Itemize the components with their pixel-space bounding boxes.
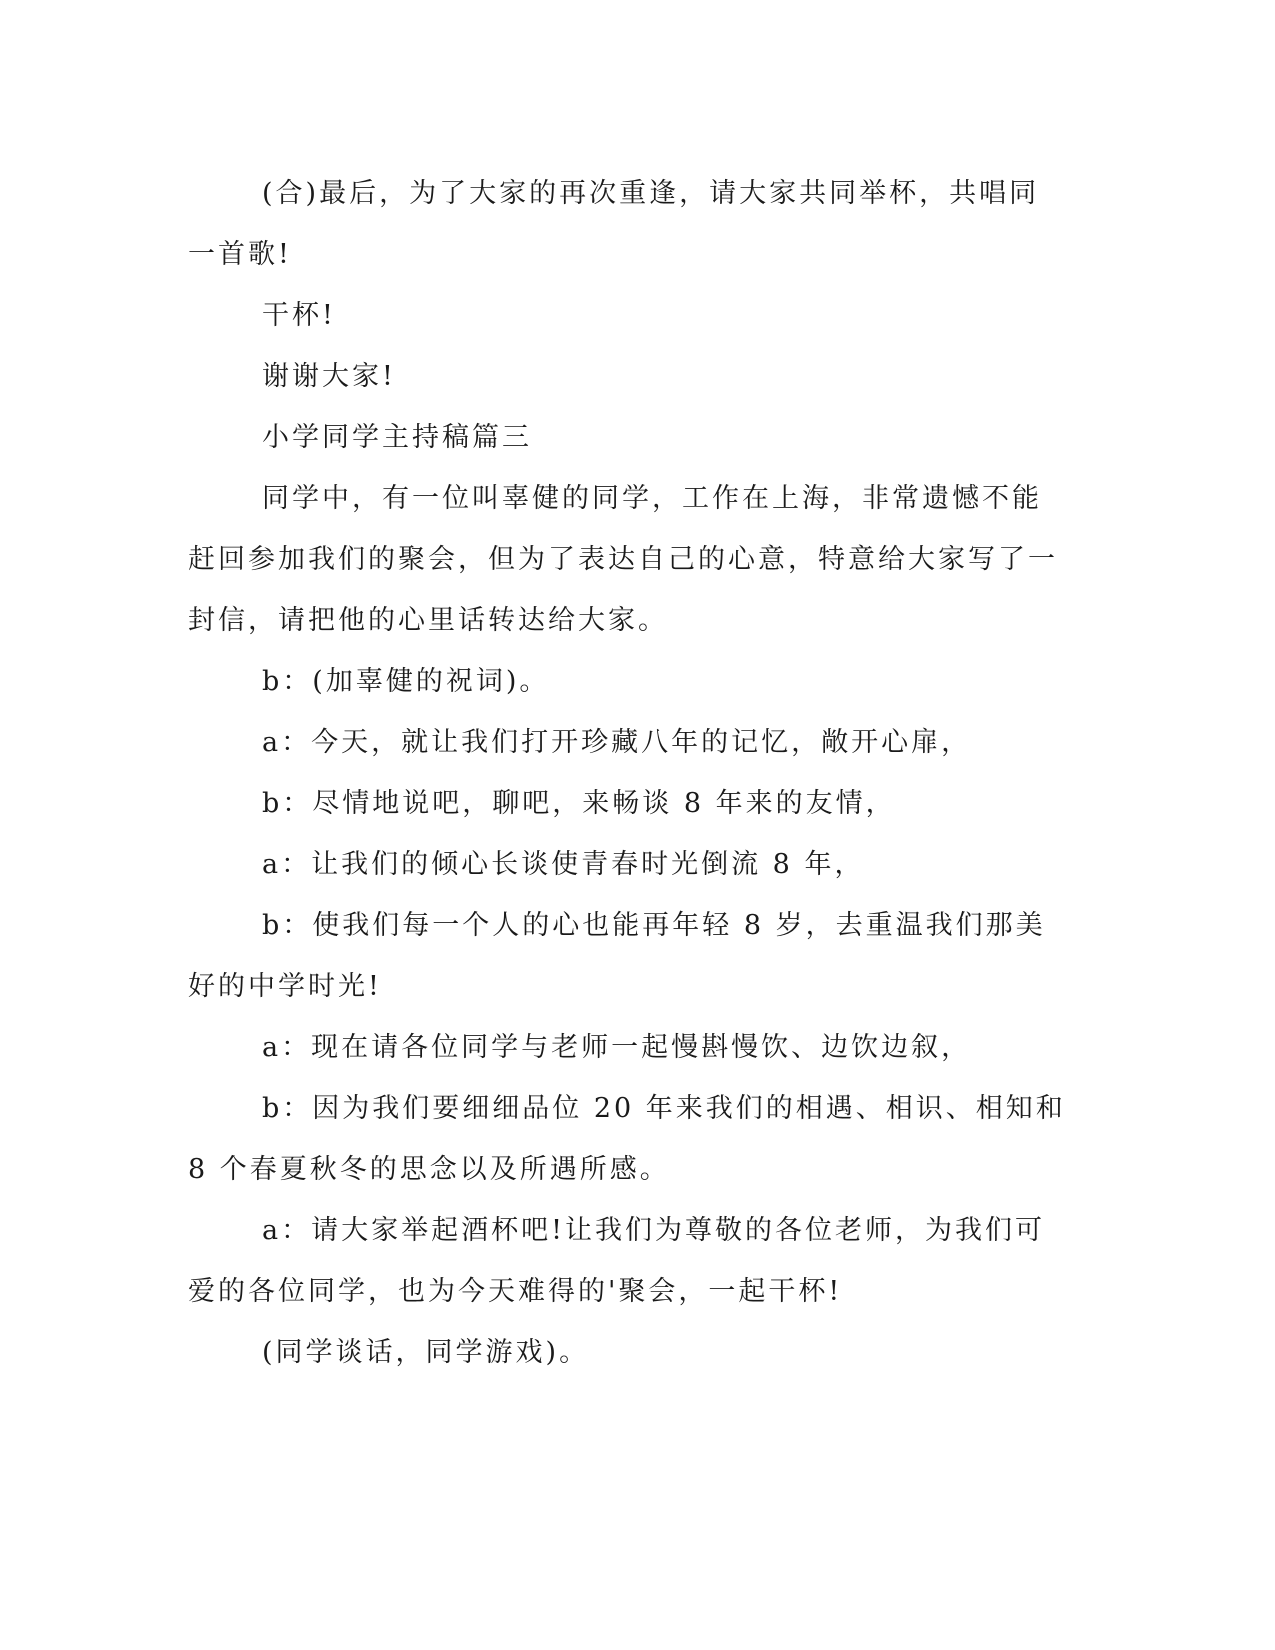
paragraph-thanks: 谢谢大家! <box>262 361 396 392</box>
document-body <box>188 163 1068 1383</box>
dialogue-line: a：请大家举起酒杯吧!让我们为尊敬的各位老师，为我们可爱的各位同学，也为今天难得的'聚会，一起干杯! <box>188 1215 1045 1307</box>
dialogue-line: a：今天，就让我们打开珍藏八年的记忆，敞开心扉， <box>262 727 972 758</box>
paragraph-toast-closing: (合)最后，为了大家的再次重逢，请大家共同举杯，共唱同一首歌! <box>188 178 1040 270</box>
dialogue-line: b：因为我们要细细品位 20 年来我们的相遇、相识、相知和 8 个春夏秋冬的思念以及所遇所感。 <box>188 1093 1066 1185</box>
dialogue-line: b：尽情地说吧，聊吧，来畅谈 8 年来的友情， <box>262 788 896 819</box>
dialogue-line: b：(加辜健的祝词)。 <box>262 666 550 697</box>
stage-direction: (同学谈话，同学游戏)。 <box>262 1337 590 1368</box>
paragraph-cheers: 干杯! <box>262 300 336 331</box>
dialogue-line: a：现在请各位同学与老师一起慢斟慢饮、边饮边叙， <box>262 1032 972 1063</box>
dialogue-line: a：让我们的倾心长谈使青春时光倒流 8 年， <box>262 849 865 880</box>
dialogue-line: b：使我们每一个人的心也能再年轻 8 岁，去重温我们那美好的中学时光! <box>188 910 1046 1002</box>
paragraph-letter-intro: 同学中，有一位叫辜健的同学，工作在上海，非常遗憾不能赶回参加我们的聚会，但为了表达自己的心意，特意给大家写了一封信，请把他的心里话转达给大家。 <box>188 483 1058 636</box>
section-heading: 小学同学主持稿篇三 <box>262 422 532 453</box>
